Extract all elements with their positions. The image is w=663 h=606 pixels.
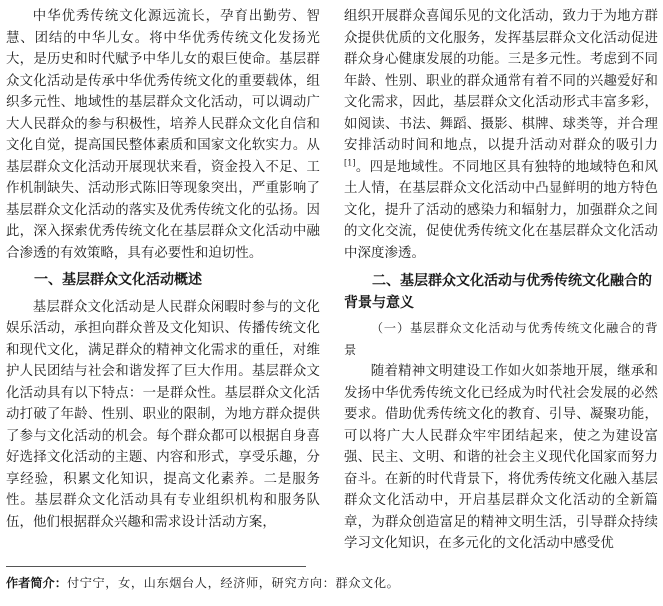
overview-paragraph: 基层群众文化活动是人民群众闲暇时参与的文化娱乐活动，承担向群众普及文化知识、传播传统文化和现代文化，满足群众的精神文化需求的重任，对维护人民团结与社会和谐发挥了巨大作用。基层群众文化活动具有以下特点：一是群众性。基层群众文化活动打破了年龄、性别、职业的限制，为地方群众提供了参与文化活动的机会。每个群众都可以根据自身喜好选择文化活动的主题、内容和形式，享受乐趣，分享经验，积累文化知识，提高文化素养。二是服务性。基层群众文化活动具有专业组织机构和服务队伍，他们根据群众兴趣和需求设计活动方案，: [6, 299, 320, 530]
continued-paragraph: [344, 6, 658, 264]
footnote-text: 付宁宁，女，山东烟台人，经济师，研究方向：群众文化。: [66, 576, 400, 590]
section-heading-background: 二、基层群众文化活动与优秀传统文化融合的背景与意义: [344, 273, 652, 311]
footnote-label: 作者简介：: [6, 576, 67, 590]
right-column: [344, 6, 658, 555]
left-column: [6, 6, 320, 533]
subsection-heading-background: （一）基层群众文化活动与优秀传统文化融合的背景: [344, 321, 658, 357]
author-footnote: [6, 573, 399, 593]
background-paragraph: 随着精神文明建设工作如火如荼地开展，继承和发扬中华优秀传统文化已经成为时代社会发展的必然要求。借助优秀传统文化的教育、引导、凝聚功能，可以将广大人民群众牢牢团结起来，使之为建设富强、民主、文明、和谐的社会主义现代化国家而努力奋斗。在新的时代背景下，将优秀传统文化融入基层群众文化活动中，开启基层群众文化活动的全新篇章，为群众创造富足的精神文明生活，引导群众持续学习文化知识，在多元化的文化活动中感受优: [344, 364, 658, 551]
footnote-divider: [6, 566, 306, 567]
continued-text-before-ref: 组织开展群众喜闻乐见的文化活动，致力于为地方群众提供优质的文化服务，发挥基层群众文化活动促进群众身心健康发展的功能。三是多元性。考虑到不同年龄、性别、职业的群众通常有着不同的兴趣爱好和文化需求，因此，基层群众文化活动形式丰富多彩，如阅读、书法、舞蹈、摄影、棋牌、球类等，并合理安排活动时间和地点，以提升活动对群众的吸引力: [344, 9, 658, 153]
intro-paragraph: 中华优秀传统文化源远流长，孕育出勤劳、智慧、团结的中华儿女。将中华优秀传统文化发扬光大，是历史和时代赋予中华儿女的艰巨使命。基层群众文化活动是传承中华优秀传统文化的重要载体，组织多元性、地域性的基层群众文化活动，可以调动广大人民群众的参与积极性，培养人民群众文化自信和文化自觉，提高国民整体素质和国家文化软实力。从基层群众文化活动开展现状来看，资金投入不足、工作机制缺失、活动形式陈旧等现象突出，严重影响了基层群众文化活动的落实及优秀传统文化的弘扬。因此，深入探索优秀传统文化在基层群众文化活动中融合渗透的有效策略，具有必要性和迫切性。: [6, 9, 320, 261]
reference-mark[interactable]: [1]: [344, 158, 356, 168]
section-heading-overview: 一、基层群众文化活动概述: [34, 272, 202, 288]
continued-text-after-ref: 。四是地域性。不同地区具有独特的地域特色和风土人情，在基层群众文化活动中凸显鲜明的地方特色文化，提升了活动的感染力和辐射力，加强群众之间的文化交流，促使优秀传统文化在基层群众文化活动中深度渗透。: [344, 159, 658, 261]
